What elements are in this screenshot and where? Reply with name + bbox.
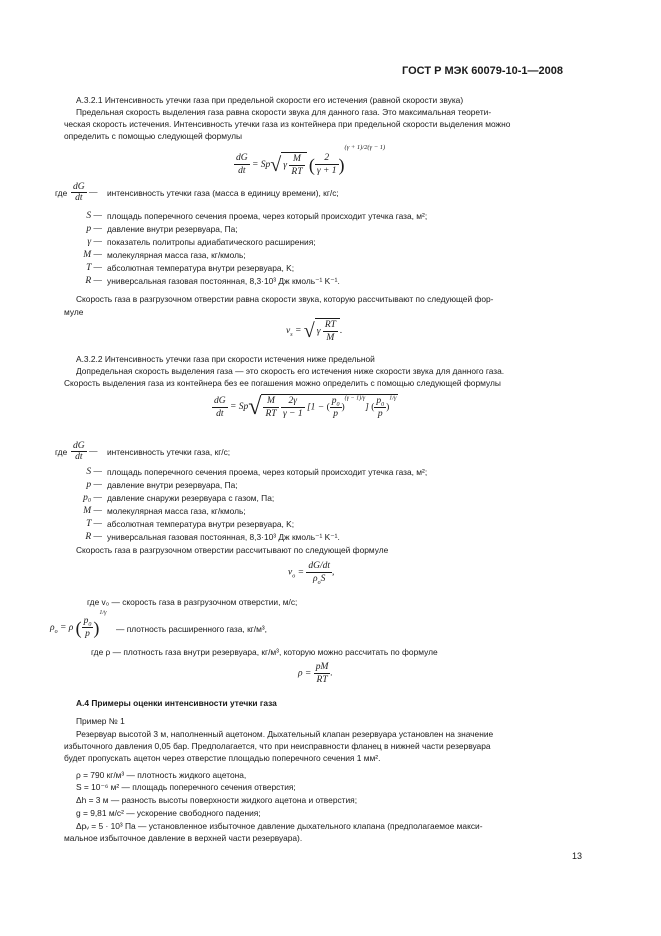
definition-text: давление внутри резервуара, Па; — [107, 224, 238, 234]
definition-text: абсолютная температура внутри резервуара, K; — [107, 519, 295, 529]
term-dg-dt: $\frac{dG}{dt}$ — — [73, 441, 98, 462]
list-item: S = 10⁻⁶ м² — площадь поперечного сечения отверстия; — [76, 782, 296, 792]
rho-definition: где ρ — плотность газа внутри резервуара, кг/м³, которую можно рассчитать по формуле — [91, 647, 438, 657]
list-item: ρ = 790 кг/м³ — плотность жидкого ацетона, — [76, 770, 247, 780]
document-header: ГОСТ Р МЭК 60079-10-1—2008 — [402, 65, 563, 77]
definition-text: универсальная газовая постоянная, 8,3·10³ Дж кмоль⁻¹ K⁻¹. — [107, 276, 340, 286]
example-label: Пример № 1 — [76, 716, 125, 726]
definition-term: R — — [85, 276, 102, 286]
list-item: Δpᵥ = 5 · 10³ Па — установленное избыточное давление дыхательного клапана (предполагаемое макси- — [76, 821, 483, 831]
definition-term: R — — [85, 532, 102, 542]
list-item: g = 9,81 м/с² — ускорение свободного падения; — [76, 808, 261, 818]
paragraph-line: Скорость газа в разгрузочном отверстии рассчитывают по следующей формуле — [76, 545, 389, 555]
paragraph-line: будет пропускать ацетон через отверстие площадью поперечного сечения 1 мм². — [64, 753, 381, 763]
rho0-definition: — плотность расширенного газа, кг/м³, — [116, 624, 268, 634]
where-label: где — [55, 188, 68, 198]
formula-vo: $v_o$ = $\frac{dG/dt}{\rho_oS}$ , — [288, 561, 335, 586]
section-heading-a321: A.3.2.1 Интенсивность утечки газа при предельной скорости его истечения (равной скорости звука) — [76, 95, 464, 105]
definition-text: универсальная газовая постоянная, 8,3·10³ Дж кмоль⁻¹ K⁻¹. — [107, 532, 340, 542]
list-item: мальное избыточное давление в верхней части резервуара). — [64, 833, 303, 843]
paragraph-line: Скорость газа в разгрузочном отверстии равна скорости звука, которую рассчитывают по следующей фор- — [76, 294, 494, 304]
definition-term: T — — [86, 263, 102, 273]
paragraph-line: ческая скорость истечения. Интенсивность утечки газа из контейнера при предельной скорости выделения можно — [64, 119, 511, 129]
definition-text: показатель политропы адиабатического расширения; — [107, 237, 316, 247]
paragraph-line: Допредельная скорость выделения газа — это скорость его истечения ниже скорости звука для данного газа. — [76, 366, 505, 376]
paragraph-line: Резервуар высотой 3 м, наполненный ацетоном. Дыхательный клапан резервуара установлен на значение — [76, 729, 494, 739]
formula-sound-speed: $v_s$ = √ γ $\frac{RT}{M}$ . — [286, 320, 343, 343]
definition-term: M — — [83, 250, 102, 260]
list-item: Δh = 3 м — разность высоты поверхности жидкого ацетона и отверстия; — [76, 795, 358, 805]
definition-text: площадь поперечного сечения проема, через который происходит утечка газа, м²; — [107, 211, 428, 221]
term-dg-dt: $\frac{dG}{dt}$ — — [73, 182, 98, 203]
paragraph-line: муле — [64, 307, 84, 317]
formula-choked-flow: $\frac{dG}{dt}$ = Sp√ γ $\frac{M}{RT}$ ( $\frac{2}{\gamma + 1}$ )$^{(\gamma + 1)/2(\gamma - 1)}$ — [236, 144, 386, 177]
section-heading-a322: A.3.2.2 Интенсивность утечки газа при скорости истечения ниже предельной — [76, 354, 375, 364]
definition-term: S — — [86, 211, 102, 221]
paragraph-line: Скорость выделения газа из контейнера без ее погашения можно определить с помощью следующей формулы — [64, 378, 501, 388]
definition-text: интенсивность утечки газа (масса в единицу времени), кг/с; — [107, 188, 339, 198]
definition-text: интенсивность утечки газа, кг/с; — [107, 447, 231, 457]
paragraph-line: Предельная скорость выделения газа равна скорости звука для данного газа. Это максимальная теорети- — [76, 107, 492, 117]
definition-text: давление внутри резервуара, Па; — [107, 480, 238, 490]
paragraph-line: определить с помощью следующей формулы — [64, 131, 242, 141]
paragraph-line: избыточного давления 0,05 бар. Предполагается, что при неисправности фланец в нижней части резервуара — [64, 741, 491, 751]
definition-term: p — — [86, 480, 102, 490]
definition-text: молекулярная масса газа, кг/кмоль; — [107, 250, 246, 260]
section-heading-a4: A.4 Примеры оценки интенсивности утечки газа — [76, 698, 277, 708]
definition-text: давление снаружи резервуара с газом, Па; — [107, 493, 275, 503]
definition-term: S — — [86, 467, 102, 477]
definition-text: площадь поперечного сечения проема, через который происходит утечка газа, м²; — [107, 467, 428, 477]
definition-term: γ — — [87, 237, 102, 247]
definition-term: p — — [86, 224, 102, 234]
definition-term: p₀ — — [83, 493, 102, 503]
where-label: где — [55, 447, 68, 457]
formula-subsonic-flow: $\frac{dG}{dt}$ = Sp√ $\frac{M}{RT}$ $\frac{2\gamma}{\gamma - 1}$ [1 − ( $\frac{p_0}{p}$ )$^{(\gamma - 1)/\gamma}$] ( $\frac{p_0}{p}$ )$^{1/\gamma}$ — [214, 394, 397, 420]
vo-definition: где v₀ — скорость газа в разгрузочном отверстии, м/с; — [87, 597, 298, 607]
formula-rho: ρ = $\frac{pM}{RT}$ . — [298, 662, 333, 685]
definition-text: молекулярная масса газа, кг/кмоль; — [107, 506, 246, 516]
formula-rho0: $\rho_o = \rho$ ( $\frac{p_0}{p}$ )$^{1/\gamma}$ — [50, 610, 107, 640]
definition-text: абсолютная температура внутри резервуара, K; — [107, 263, 295, 273]
page-number: 13 — [572, 851, 583, 861]
definition-term: M — — [83, 506, 102, 516]
definition-term: T — — [86, 519, 102, 529]
